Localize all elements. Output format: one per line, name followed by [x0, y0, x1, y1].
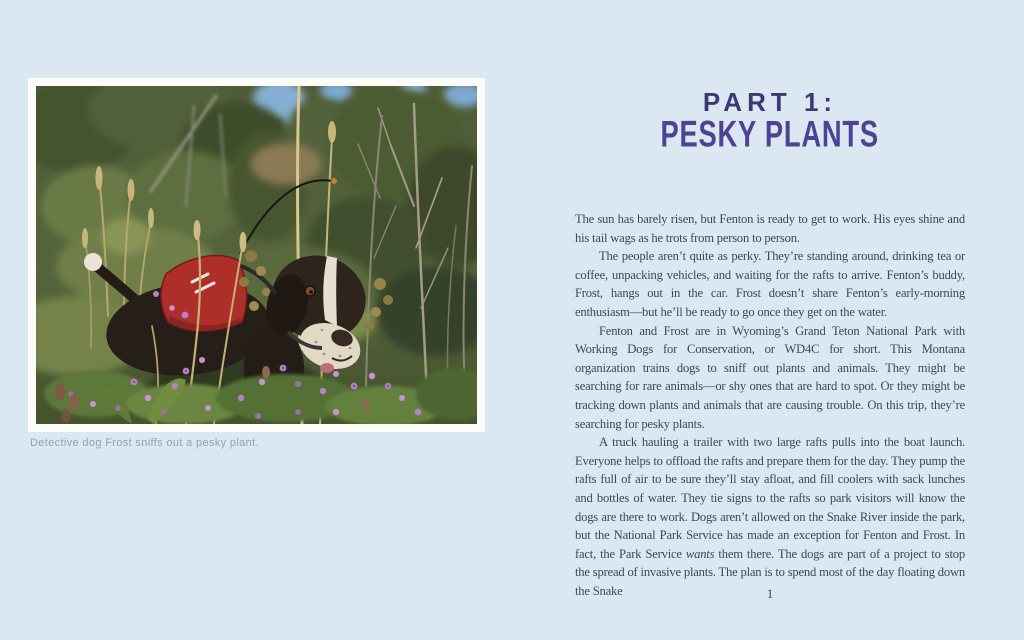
stalk-head [194, 220, 201, 240]
photo-caption: Detective dog Frost sniffs out a pesky plant. [30, 437, 259, 449]
dog-pupil [309, 290, 313, 294]
dog-tongue [320, 363, 334, 373]
body-paragraph: The people aren’t quite as perky. They’re standing around, drinking tea or coffee, unpacking vehicles, and waiting for the rafts to arrive. Fenton’s buddy, Frost, hangs out in the car. Frost doesn’t share Fenton’s early-morning enthusiasm—but he’ll be ready to go once they get on the water. [575, 249, 965, 319]
stalk-head [240, 232, 247, 252]
photo-frame [28, 78, 485, 432]
right-page [512, 0, 1024, 640]
body-text [575, 210, 965, 600]
body-paragraph: The sun has barely risen, but Fenton is ready to get to work. His eyes shine and his tail wags as he trots from person to person. [575, 212, 965, 245]
part-label: PART 1: [702, 87, 838, 117]
dog-photo-illustration [36, 86, 477, 424]
page-number: 1 [766, 586, 774, 601]
part-title: PESKY PLANTS [660, 112, 880, 155]
antenna-tip [331, 178, 337, 184]
body-paragraph: A truck hauling a trailer with two large rafts pulls into the boat launch. Everyone helps to offload the rafts and prepare them for the day. They pump the rafts full of air to be sure they’ll stay afloat, and fill coolers with sack lunches and bottles of water. They tie signs to the rafts so park visitors will know the dogs are there to work. Dogs aren’t allowed on the Snake River inside the park, but the National Park Service has made an exception for Fenton and Frost. In fact, the Park Service wants them there. The dogs are part of a project to stop the spread of invasive plants. The plan is to spend most of the day floating down the Snake [575, 435, 965, 598]
body-paragraph: Fenton and Frost are in Wyoming’s Grand Teton National Park with Working Dogs for Conservation, or WD4C for short. This Montana organization trains dogs to sniff out plants and animals. They might be searching for rare animals—or shy ones that are hard to spot. Or they might be tracking down plants and animals that are causing trouble. On this trip, they’re searching for pesky plants. [575, 323, 965, 431]
tail-white-tip [84, 253, 102, 271]
part-heading [575, 87, 965, 155]
dog-blaze [323, 256, 337, 326]
